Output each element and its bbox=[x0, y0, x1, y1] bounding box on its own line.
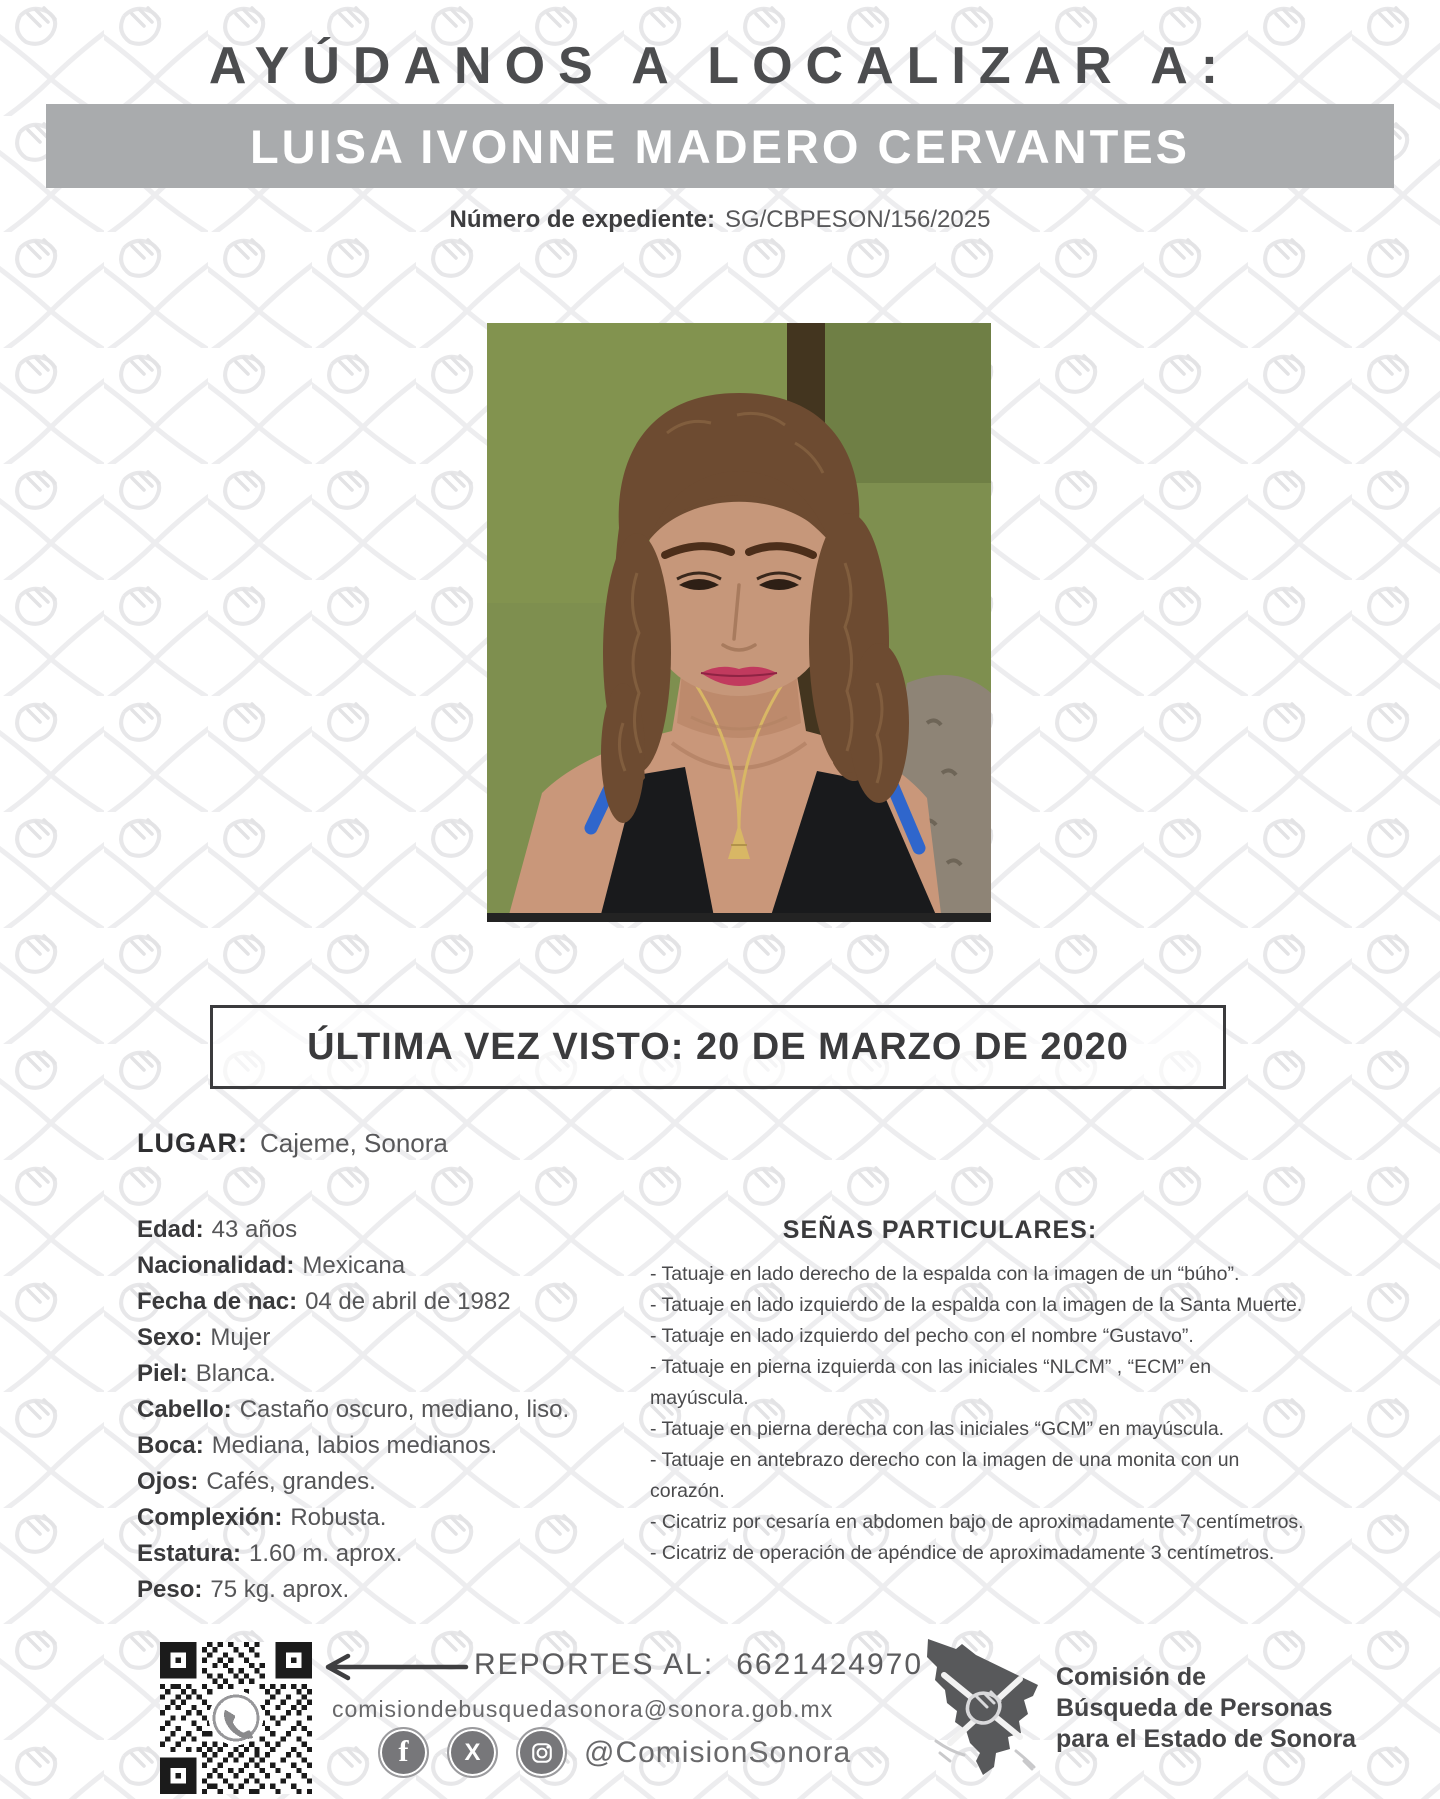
attribute-row bbox=[137, 1356, 617, 1392]
attribute-label: Fecha de nac: bbox=[137, 1288, 298, 1315]
left-arrow-icon bbox=[320, 1652, 470, 1682]
attribute-value: 75 kg. aprox. bbox=[210, 1576, 350, 1603]
attribute-row bbox=[137, 1464, 617, 1500]
x-twitter-icon: X bbox=[447, 1727, 498, 1778]
case-number-value: SG/CBPESON/156/2025 bbox=[724, 206, 991, 233]
attribute-row bbox=[137, 1248, 617, 1284]
attribute-value: Cafés, grandes. bbox=[206, 1468, 376, 1495]
attribute-value: 1.60 m. aprox. bbox=[249, 1540, 403, 1567]
social-icons-row bbox=[378, 1727, 567, 1778]
attribute-label: Piel: bbox=[137, 1360, 188, 1387]
attribute-value: Mexicana bbox=[302, 1252, 406, 1279]
attribute-value: Mediana, labios medianos. bbox=[211, 1432, 498, 1459]
attribute-label: Peso: bbox=[137, 1576, 203, 1603]
reports-phone-number: 6621424970 bbox=[736, 1648, 924, 1681]
org-line: para el Estado de Sonora bbox=[1056, 1725, 1357, 1753]
attributes-list bbox=[137, 1212, 617, 1608]
attribute-label: Ojos: bbox=[137, 1468, 199, 1495]
whatsapp-qr-code bbox=[160, 1642, 312, 1794]
attribute-row bbox=[137, 1320, 617, 1356]
attribute-value: Robusta. bbox=[290, 1504, 387, 1531]
attribute-row bbox=[137, 1428, 617, 1464]
mark-line: - Tatuaje en lado izquierdo de la espalda con la imagen de la Santa Muerte. bbox=[650, 1294, 1303, 1316]
attribute-value: 04 de abril de 1982 bbox=[305, 1288, 511, 1315]
attribute-value: Castaño oscuro, mediano, liso. bbox=[239, 1396, 570, 1423]
mark-line: - Tatuaje en lado izquierdo del pecho con el nombre “Gustavo”. bbox=[650, 1325, 1194, 1347]
location-value: Cajeme, Sonora bbox=[259, 1128, 448, 1158]
attribute-row bbox=[137, 1536, 617, 1572]
attribute-label: Sexo: bbox=[137, 1324, 203, 1351]
attribute-label: Boca: bbox=[137, 1432, 204, 1459]
attribute-value: Blanca. bbox=[195, 1360, 276, 1387]
instagram-icon bbox=[516, 1727, 567, 1778]
mark-line: - Tatuaje en pierna izquierda con las iniciales “NLCM” , “ECM” en bbox=[650, 1356, 1212, 1378]
attribute-value: 43 años bbox=[211, 1216, 298, 1243]
attribute-label: Cabello: bbox=[137, 1396, 232, 1423]
mark-line: - Cicatriz por cesaría en abdomen bajo de aproximadamente 7 centímetros. bbox=[650, 1511, 1304, 1533]
mark-line: - Tatuaje en antebrazo derecho con la imagen de una monita con un bbox=[650, 1449, 1240, 1471]
last-seen-box bbox=[210, 1005, 1226, 1089]
mark-line: - Tatuaje en lado derecho de la espalda con la imagen de un “búho”. bbox=[650, 1263, 1240, 1285]
portrait-illustration bbox=[487, 323, 991, 922]
qr-code-icon bbox=[160, 1642, 312, 1794]
last-seen-text: ÚLTIMA VEZ VISTO: 20 DE MARZO DE 2020 bbox=[307, 1025, 1129, 1068]
page-title: AYÚDANOS A LOCALIZAR A: bbox=[208, 37, 1232, 95]
attribute-value: Mujer bbox=[210, 1324, 271, 1351]
sonora-map-logo bbox=[920, 1633, 1048, 1781]
mark-line: - Cicatriz de operación de apéndice de aproximadamente 3 centímetros. bbox=[650, 1542, 1275, 1564]
attribute-label: Nacionalidad: bbox=[137, 1252, 295, 1279]
missing-person-photo bbox=[487, 323, 991, 922]
attribute-label: Complexión: bbox=[137, 1504, 283, 1531]
attribute-row bbox=[137, 1572, 617, 1608]
case-number-line bbox=[0, 206, 1440, 234]
social-handle: @ComisionSonora bbox=[584, 1736, 852, 1769]
mark-line: mayúscula. bbox=[650, 1387, 749, 1409]
reports-label: REPORTES AL: bbox=[474, 1648, 715, 1681]
org-line: Comisión de bbox=[1056, 1663, 1207, 1691]
missing-person-name: LUISA IVONNE MADERO CERVANTES bbox=[249, 119, 1191, 173]
distinguishing-marks-section bbox=[650, 1216, 1410, 1569]
contact-email: comisiondebusquedasonora@sonora.gob.mx bbox=[332, 1696, 834, 1722]
organization-name bbox=[1056, 1662, 1356, 1755]
location-label: LUGAR: bbox=[137, 1128, 248, 1158]
attribute-label: Estatura: bbox=[137, 1540, 242, 1567]
mark-line: - Tatuaje en pierna derecha con las iniciales “GCM” en mayúscula. bbox=[650, 1418, 1225, 1440]
location-line bbox=[137, 1128, 448, 1159]
case-number-label: Número de expediente: bbox=[449, 206, 715, 233]
reports-phone-line bbox=[474, 1648, 923, 1682]
attribute-label: Edad: bbox=[137, 1216, 204, 1243]
attribute-row bbox=[137, 1284, 617, 1320]
missing-person-name-banner bbox=[46, 104, 1394, 188]
attribute-row bbox=[137, 1500, 617, 1536]
attribute-row bbox=[137, 1212, 617, 1248]
distinguishing-marks-heading: SEÑAS PARTICULARES: bbox=[782, 1216, 1098, 1244]
attribute-row bbox=[137, 1392, 617, 1428]
whatsapp-icon bbox=[209, 1691, 264, 1746]
facebook-icon: f bbox=[378, 1727, 429, 1778]
mark-line: corazón. bbox=[650, 1480, 725, 1502]
org-line: Búsqueda de Personas bbox=[1056, 1694, 1333, 1722]
